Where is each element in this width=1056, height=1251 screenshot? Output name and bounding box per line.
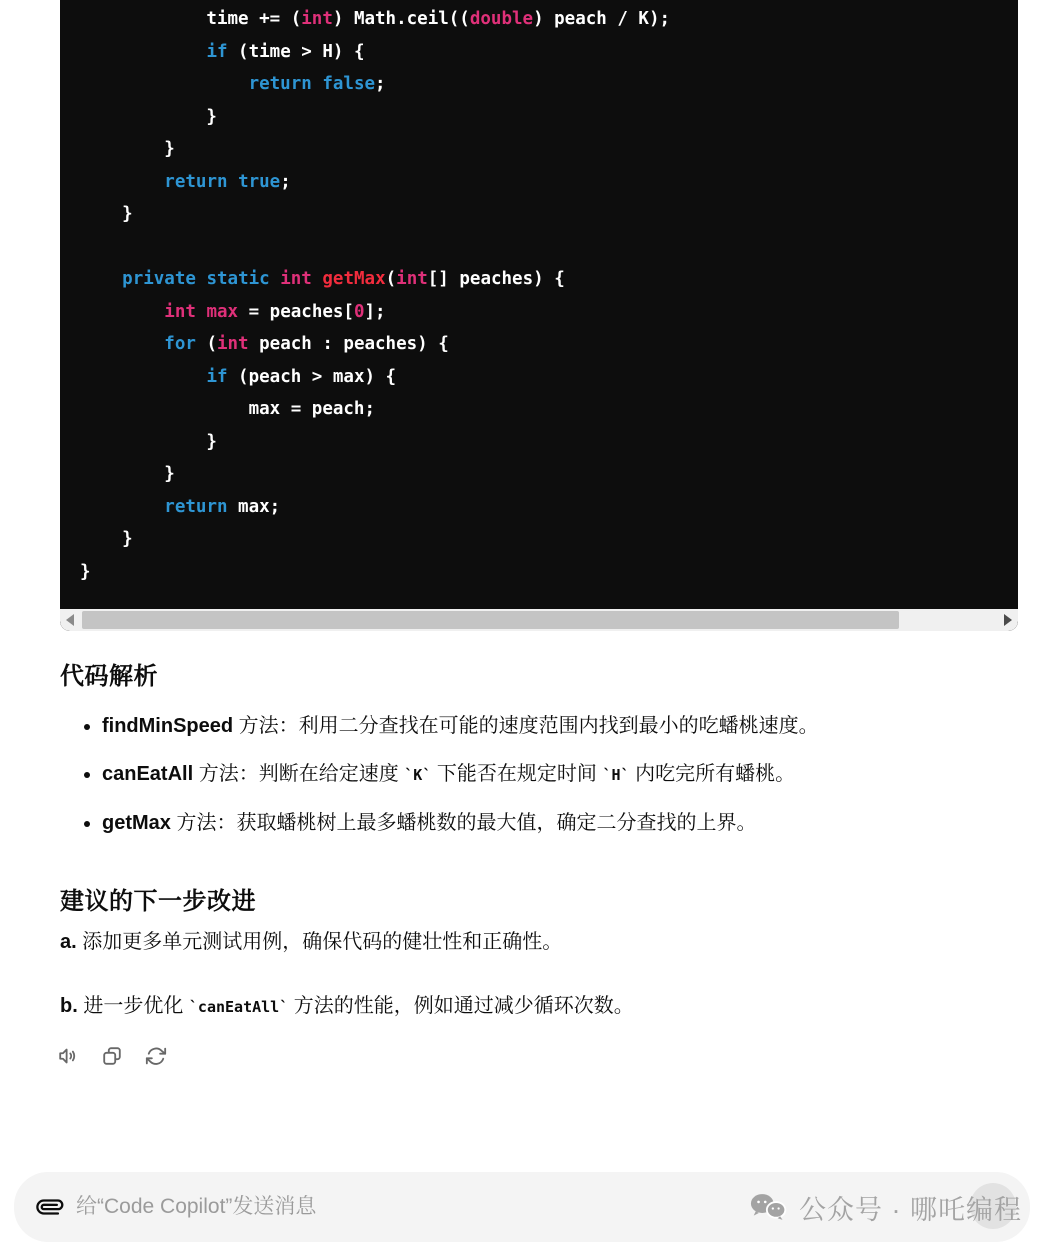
analysis-bullet-list xyxy=(60,714,819,859)
list-item xyxy=(102,762,819,787)
code-line: for (int peach : peaches) { xyxy=(164,334,449,354)
code-line: private static int getMax(int[] peaches) { xyxy=(122,269,565,289)
bullet-text: 方法：获取蟠桃树上最多蟠桃数的最大值，确定二分查找的上界。 xyxy=(170,812,757,834)
suggestions-heading: 建议的下一步改进 xyxy=(60,888,256,915)
watermark-text: 公众号 · 哪吒编程 xyxy=(799,1194,1022,1225)
list-item xyxy=(102,811,819,835)
message-input[interactable] xyxy=(76,1172,636,1242)
code-horizontal-scrollbar[interactable] xyxy=(60,609,1018,631)
bullet-text: 内吃完所有蟠桃。 xyxy=(629,763,796,785)
item-text: 方法的性能，例如通过减少循环次数。 xyxy=(288,995,634,1017)
method-name: canEatAll xyxy=(102,763,194,785)
item-text: 进一步优化 xyxy=(77,995,189,1017)
regenerate-icon xyxy=(145,1045,167,1067)
speaker-icon xyxy=(57,1045,79,1067)
list-item xyxy=(102,714,819,738)
watermark xyxy=(749,1172,1022,1242)
inline-code: `H` xyxy=(602,766,630,784)
item-text: 添加更多单元测试用例，确保代码的健壮性和正确性。 xyxy=(76,931,563,953)
code-line: } xyxy=(80,529,133,549)
suggestion-item-a xyxy=(60,929,562,955)
method-name: getMax xyxy=(102,812,171,834)
code-line: int max = peaches[0]; xyxy=(164,301,386,322)
item-prefix: b. xyxy=(60,995,78,1017)
bullet-text: 方法：利用二分查找在可能的速度范围内找到最小的吃蟠桃速度。 xyxy=(233,715,819,737)
code-line: } xyxy=(80,431,217,452)
left-arrow-icon xyxy=(66,614,74,626)
copy-icon xyxy=(101,1045,123,1067)
code-line: } xyxy=(80,139,175,159)
code-line: return false; xyxy=(248,74,386,94)
code-block xyxy=(60,0,1018,631)
copy-button[interactable] xyxy=(100,1044,124,1068)
bullet-text: 下能否在规定时间 xyxy=(431,763,603,785)
scrollbar-track[interactable] xyxy=(80,609,998,631)
paperclip-icon xyxy=(32,1189,69,1226)
inline-code: `K` xyxy=(404,766,432,784)
item-prefix: a. xyxy=(60,931,77,953)
message-actions xyxy=(56,1044,168,1068)
code-line: } xyxy=(80,561,91,582)
scrollbar-thumb[interactable] xyxy=(82,611,899,629)
code-line: max = peach; xyxy=(80,399,376,419)
composer-bar xyxy=(14,1172,1030,1242)
right-arrow-icon xyxy=(1004,614,1012,626)
suggestion-item-b xyxy=(60,993,634,1020)
wechat-icon xyxy=(749,1192,787,1222)
code-line: } xyxy=(80,204,133,224)
code-line: time += (int) Math.ceil((double) peach / K); xyxy=(80,9,671,29)
code-line xyxy=(80,231,998,264)
bullet-text: 方法：判断在给定速度 xyxy=(193,763,405,785)
code-line: if (time > H) { xyxy=(206,41,365,62)
analysis-heading: 代码解析 xyxy=(60,663,158,690)
attach-file-button[interactable] xyxy=(34,1191,66,1223)
scrollbar-left-arrow-button[interactable] xyxy=(60,609,80,631)
regenerate-button[interactable] xyxy=(144,1044,168,1068)
method-name: findMinSpeed xyxy=(102,715,234,737)
code-line: return true; xyxy=(164,171,291,192)
code-line: if (peach > max) { xyxy=(206,366,397,387)
inline-code: `canEatAll` xyxy=(188,998,289,1016)
code-line: return max; xyxy=(164,496,281,517)
read-aloud-button[interactable] xyxy=(56,1044,80,1068)
code-content xyxy=(60,0,1018,609)
scrollbar-right-arrow-button[interactable] xyxy=(998,609,1018,631)
code-line: } xyxy=(80,106,217,127)
code-line: } xyxy=(80,464,175,484)
